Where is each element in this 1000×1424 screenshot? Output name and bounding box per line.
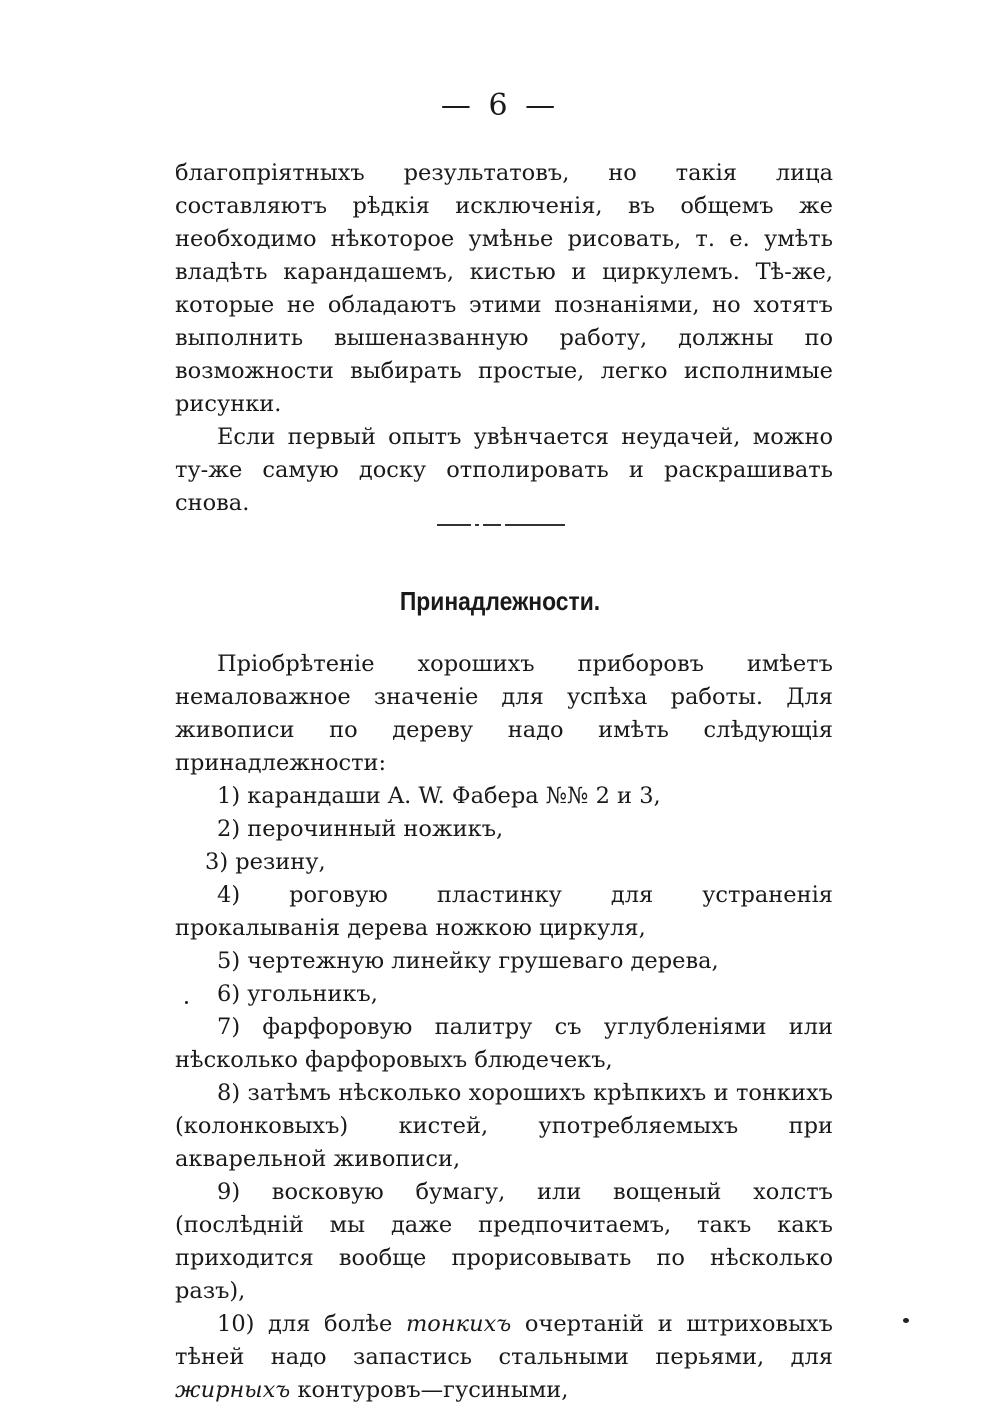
intro-paragraph: Пріобрѣтеніе хорошихъ приборовъ имѣетъ немаловажное значеніе для успѣха работы. Для живописи по дереву надо имѣть слѣдующія принадлежности:: [175, 651, 833, 776]
item-text: очертаній и штриховыхъ тѣней надо запастись стальными перьями, для: [175, 1311, 833, 1370]
list-item: 3) резину,: [205, 849, 326, 875]
list-item: 2) перочинный ножикъ,: [217, 816, 504, 842]
list-item: 9) восковую бумагу, или вощеный холстъ (послѣдній мы даже предпочитаемъ, такъ какъ приходится вообще прорисовывать по нѣсколько разъ),: [175, 1179, 833, 1304]
item-text: контуровъ—гусиными,: [290, 1377, 569, 1403]
italic-text: жирныхъ: [175, 1377, 291, 1403]
print-speck: [903, 1318, 909, 1323]
list-item: 6) угольникъ,: [217, 981, 378, 1007]
list-item: 1) карандаши A. W. Фабера №№ 2 и 3,: [217, 783, 661, 809]
section-title: Принадлежности.: [399, 586, 601, 616]
section-divider: [437, 524, 565, 526]
paragraph: благопріятныхъ результатовъ, но такія лица составляютъ рѣдкія исключенія, въ общемъ же необходимо нѣкоторое умѣнье рисовать, т. е. умѣть владѣть карандашемъ, кистью и циркулемъ. Тѣ-же, которые не обладаютъ этими познаніями, но хотятъ выполнить вышеназванную работу, должны по возможности выбирать простые, легко исполнимые рисунки.: [175, 160, 833, 417]
section-body: [175, 648, 833, 1407]
continuation-text: [175, 157, 833, 520]
list-item: 8) затѣмъ нѣсколько хорошихъ крѣпкихъ и тонкихъ (колонковыхъ) кистей, употребляемыхъ при акварельной живописи,: [175, 1080, 833, 1172]
paragraph: Если первый опытъ увѣнчается неудачей, можно ту-же самую доску отполировать и раскрашивать снова.: [175, 424, 833, 516]
list-item: 7) фарфоровую палитру съ углубленіями или нѣсколько фарфоровыхъ блюдечекъ,: [175, 1014, 833, 1073]
list-item: 4) роговую пластинку для устраненія прокалыванія дерева ножкою циркуля,: [175, 882, 833, 941]
list-item: [175, 1308, 833, 1407]
page-number: — 6 —: [440, 88, 560, 123]
item-text: 10) для болѣе: [217, 1311, 406, 1337]
print-speck: [185, 1001, 188, 1004]
italic-text: тонкихъ: [405, 1311, 512, 1337]
list-item: 5) чертежную линейку грушеваго дерева,: [217, 948, 719, 974]
